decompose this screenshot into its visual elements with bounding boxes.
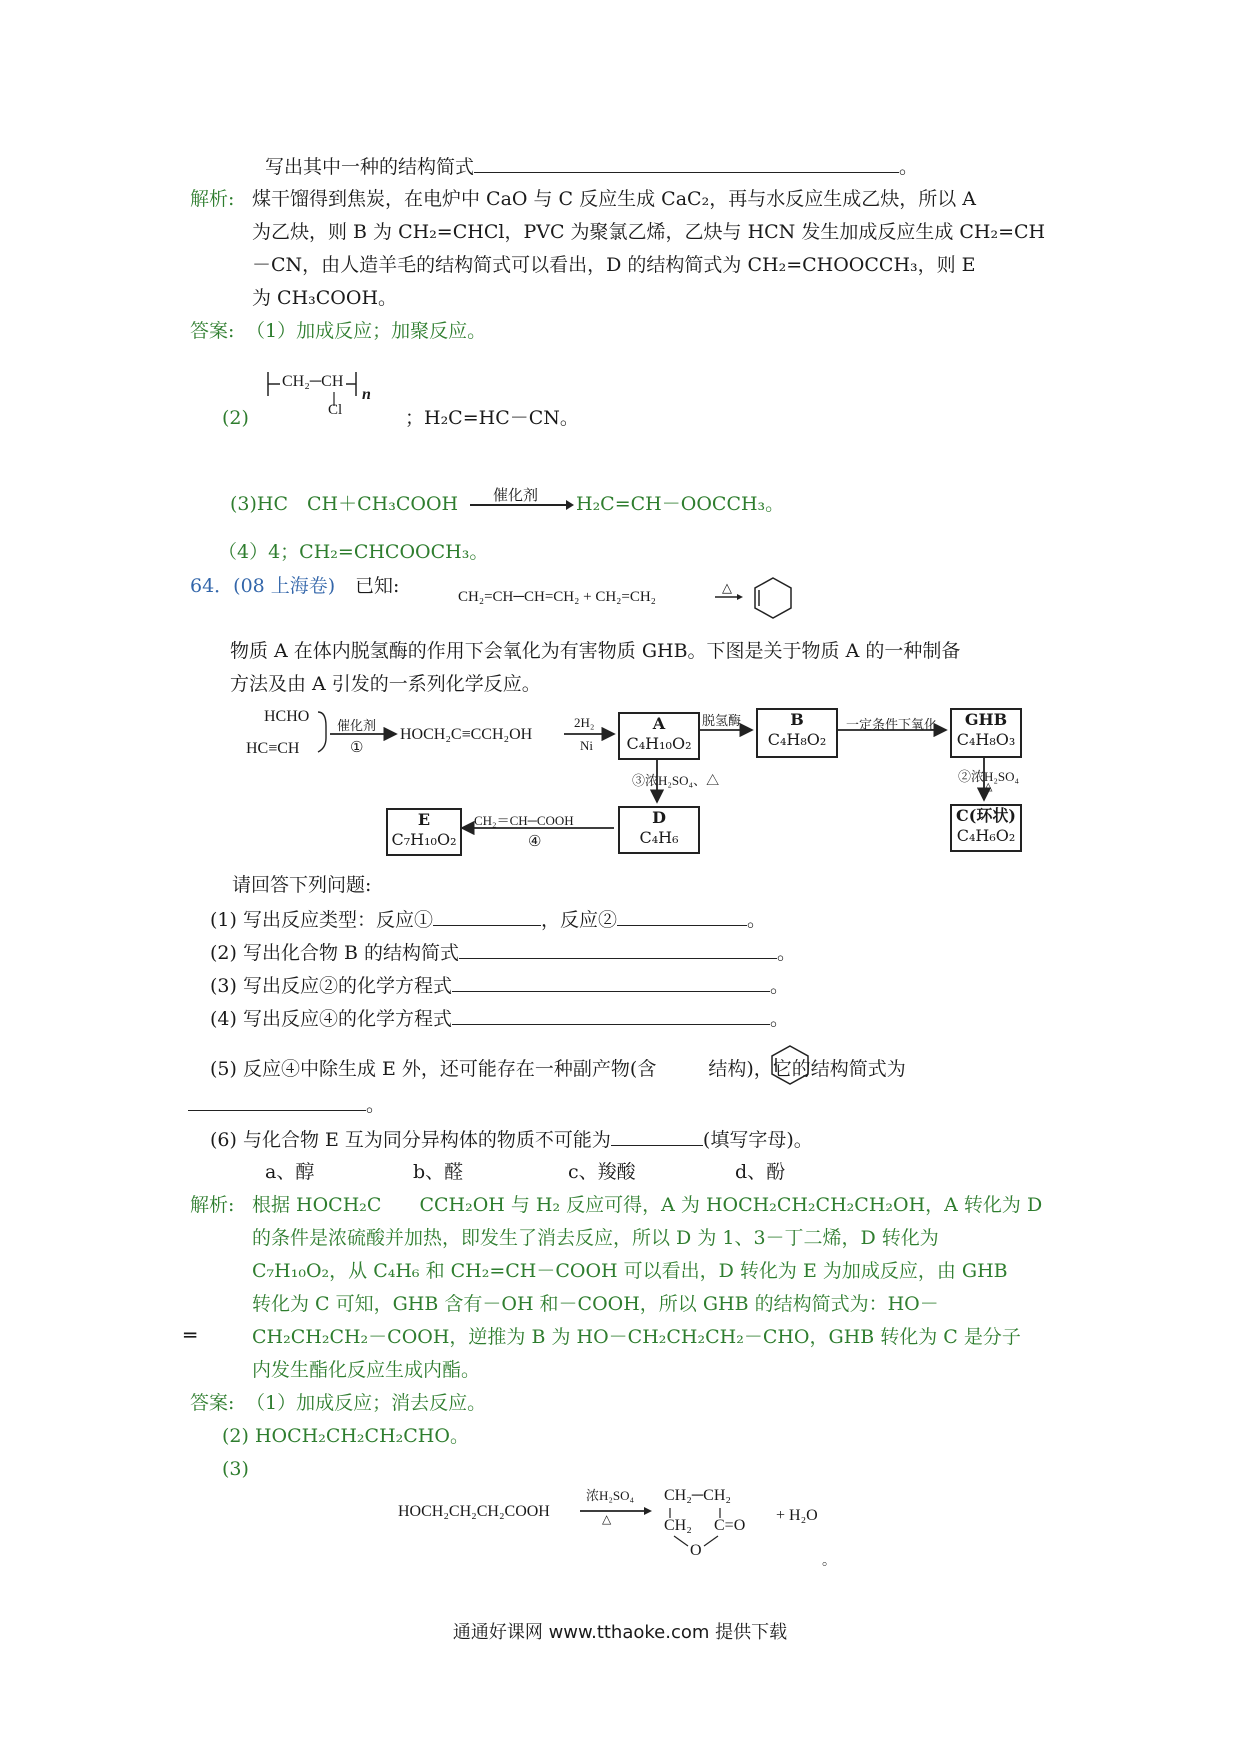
analysis-line: 为 CH₃COOH。 <box>252 287 398 309</box>
answer-label: 答案: <box>190 1392 235 1414</box>
equation-delta: △ <box>602 1512 612 1526</box>
lactone-ch2: CH₂ <box>664 1517 692 1534</box>
end-mark: 。 <box>822 1554 836 1569</box>
option-d: d、酚 <box>735 1161 786 1183</box>
compound-c-box: C(环状) C₄H₆O₂ <box>950 804 1022 852</box>
analysis-line: 转化为 C 可知，GHB 含有－OH 和－COOH，所以 GHB 的结构简式为：HO－ <box>252 1293 939 1315</box>
analysis-line: C₇H₁₀O₂，从 C₄H₆ 和 CH₂=CH－COOH 可以看出，D 转化为 E 为加成反应，由 GHB <box>252 1260 1008 1282</box>
compound-d-box: D C₄H₆ <box>618 806 700 854</box>
answer-4: （4）4；CH₂=CHCOOCH₃。 <box>218 541 489 563</box>
dehydrogenase: 脱氢酶 <box>702 713 742 728</box>
acrylic-acid: CH₂＝CH─COOH <box>474 813 574 828</box>
step-2-delta: △ <box>984 781 993 793</box>
intro-line: 写出其中一种的结构简式 。 <box>265 156 919 178</box>
equation-left: HOCH₂CH₂CH₂COOH <box>398 1503 550 1520</box>
step-1: ① <box>350 740 364 756</box>
delta: △ <box>722 580 732 595</box>
question-2: (2) 写出化合物 B 的结构简式 。 <box>210 942 797 964</box>
analysis-line: 根据 HOCH₂C CCH₂OH 与 H₂ 反应可得，A 为 HOCH₂CH₂CH₂CH₂OH，A 转化为 D <box>252 1194 1043 1216</box>
answer-3-left: (3)HC CH＋CH₃COOH <box>230 493 459 515</box>
option-a: a、醇 <box>265 1161 315 1183</box>
analysis-line: －CN，由人造羊毛的结构简式可以看出，D 的结构简式为 CH₂=CHOOCCH₃，则 E <box>252 254 976 276</box>
catalyst-label: 催化剂 <box>493 488 539 504</box>
catalyst: 催化剂 <box>337 718 377 733</box>
answer-3-num: (3) <box>222 1458 249 1480</box>
equation-condition: 浓H₂SO₄ <box>586 1488 635 1503</box>
ghb-box: GHB C₄H₈O₃ <box>950 708 1022 758</box>
cyclohexene-icon <box>766 1042 816 1088</box>
answer-1: （1）加成反应；加聚反应。 <box>246 320 487 342</box>
answer-2-num: (2) <box>222 407 249 429</box>
option-c: c、羧酸 <box>568 1161 636 1183</box>
lactone-carbonyl: C=O <box>714 1517 746 1534</box>
step-4: ④ <box>528 834 542 850</box>
answer-label: 答案: <box>190 320 235 342</box>
pvc-unit: CH₂─CH <box>282 373 344 390</box>
reaction-arrow <box>580 1506 652 1516</box>
analysis-label: 解析: <box>190 188 235 210</box>
analysis-line: CH₂CH₂CH₂－COOH，逆推为 B 为 HO－CH₂CH₂CH₂－CHO，GHB 转化为 C 是分子 <box>252 1326 1021 1348</box>
compound-b-box: B C₄H₈O₂ <box>756 708 838 758</box>
question-6: (6) 与化合物 E 互为同分异构体的物质不可能为 (填写字母)。 <box>210 1129 813 1151</box>
question-5: (5) 反应④中除生成 E 外，还可能存在一种副产物(含 结构)，它的结构简式为 <box>210 1058 906 1080</box>
compound-a-box: A C₄H₁₀O₂ <box>618 712 700 760</box>
answer-1: （1）加成反应；消去反应。 <box>246 1392 487 1414</box>
lactone-top: CH₂─CH₂ <box>664 1487 731 1504</box>
answer-3-right: H₂C=CH－OOCCH₃。 <box>576 493 785 515</box>
hydrogen: 2H₂ <box>574 715 595 730</box>
known-label: 已知: <box>355 575 400 597</box>
water-product: + H₂O <box>776 1507 818 1524</box>
answer-2: ；H₂C=HC－CN。 <box>405 407 579 429</box>
step-3: ③浓H₂SO₄、△ <box>632 773 720 788</box>
lactone-bonds <box>660 1500 740 1560</box>
description-line: 方法及由 A 引发的一系列化学反应。 <box>230 673 541 695</box>
question-number: 64．(08 上海卷) <box>190 575 336 597</box>
question-5-blank: 。 <box>188 1092 385 1117</box>
description-line: 物质 A 在体内脱氢酶的作用下会氧化为有害物质 GHB。下图是关于物质 A 的一种制备 <box>230 640 961 662</box>
oxidation-condition: 一定条件下氧化 <box>846 717 938 732</box>
option-b: b、醛 <box>413 1161 464 1183</box>
footer: 通通好课网 www.tthaoke.com 提供下载 <box>452 1622 788 1643</box>
acetylene: HC≡CH <box>246 740 300 757</box>
given-reaction: CH₂=CH─CH=CH₂ + CH₂=CH₂ <box>458 589 656 605</box>
analysis-line: 的条件是浓硫酸并加热，即发生了消去反应，所以 D 为 1、3－丁二烯，D 转化为 <box>252 1227 939 1249</box>
butynediol: HOCH₂C≡CCH₂OH <box>400 726 533 743</box>
pvc-cl: Cl <box>328 402 343 418</box>
nickel: Ni <box>580 738 593 753</box>
margin-mark: ═ <box>184 1323 197 1347</box>
analysis-line: 煤干馏得到焦炭，在电炉中 CaO 与 C 反应生成 CaC₂，再与水反应生成乙炔，所以 A <box>252 188 976 210</box>
analysis-line: 内发生酯化反应生成内酯。 <box>252 1359 481 1381</box>
question-1: (1) 写出反应类型：反应① ，反应② 。 <box>210 909 766 931</box>
prompt: 请回答下列问题: <box>232 874 372 896</box>
pvc-n: n <box>362 386 371 403</box>
analysis-line: 为乙炔，则 B 为 CH₂=CHCl，PVC 为聚氯乙烯，乙炔与 HCN 发生加成反应生成 CH₂=CH <box>252 221 1046 243</box>
step-2: ②浓H₂SO₄ <box>958 769 1020 784</box>
question-4: (4) 写出反应④的化学方程式 。 <box>210 1008 789 1030</box>
answer-2: (2) HOCH₂CH₂CH₂CHO。 <box>222 1425 469 1447</box>
compound-e-box: E C₇H₁₀O₂ <box>386 808 462 856</box>
question-3: (3) 写出反应②的化学方程式 。 <box>210 975 789 997</box>
hcho: HCHO <box>264 708 310 725</box>
analysis-label: 解析: <box>190 1194 235 1216</box>
lactone-oxygen: O <box>690 1542 702 1559</box>
